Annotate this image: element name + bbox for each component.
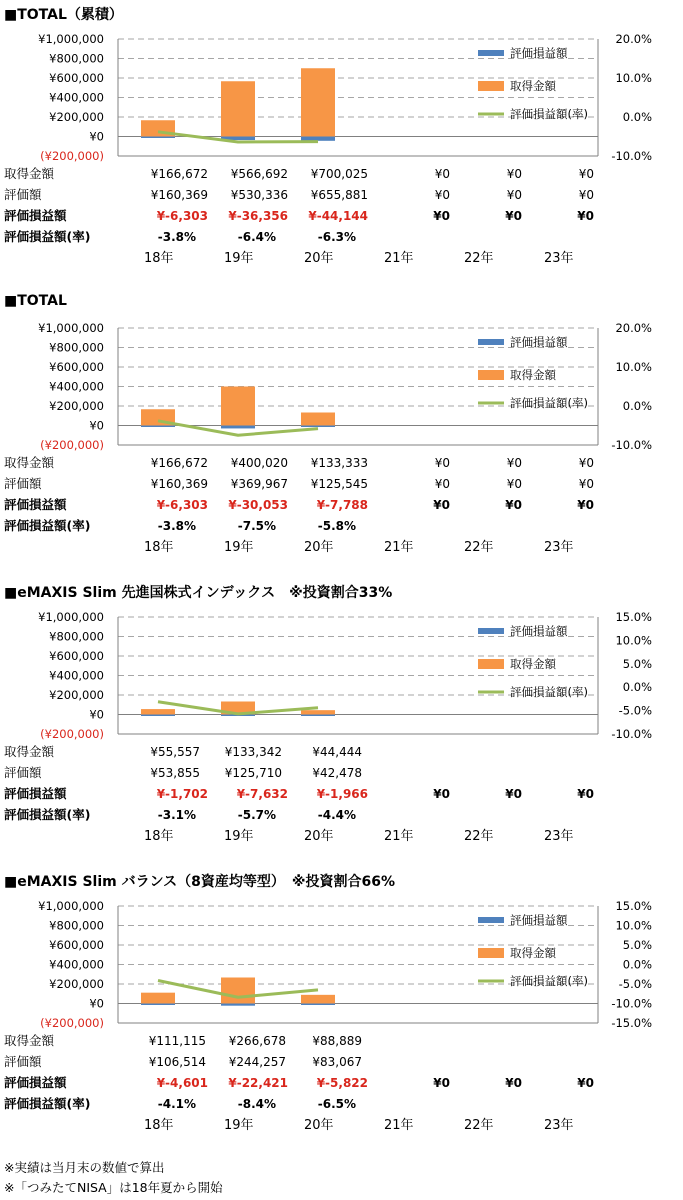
legend-swatch-cost (478, 659, 504, 669)
profit-cell: ¥-7,632 (236, 787, 288, 801)
legend-label-loss: 評価損益額 (510, 624, 568, 638)
section-title: ■eMAXIS Slim 先進国株式インデックス ※投資割合33% (4, 585, 393, 601)
cost-cell: ¥0 (506, 456, 522, 470)
y2-tick-label: 0.0% (622, 399, 652, 413)
value-cell: ¥125,710 (224, 766, 282, 780)
profit-cell: ¥0 (577, 498, 594, 512)
value-cell: ¥655,881 (310, 188, 368, 202)
chart-section-balance (0, 871, 683, 1156)
year-label: 23年 (544, 540, 574, 555)
value-cell: ¥244,257 (228, 1055, 286, 1069)
rate-cell: -8.4% (237, 1097, 276, 1111)
rate-cell: -4.4% (317, 808, 356, 822)
year-label: 23年 (544, 1118, 574, 1133)
year-label: 21年 (384, 540, 414, 555)
row-label-profit: 評価損益額 (4, 1075, 67, 1090)
combo-chart (0, 4, 683, 289)
legend-label-cost: 取得金額 (510, 79, 556, 93)
y2-tick-label: 5.0% (622, 938, 652, 952)
y-tick-label: ¥200,000 (49, 977, 104, 991)
y2-tick-label: 10.0% (615, 71, 652, 85)
y2-tick-label: 10.0% (615, 633, 652, 648)
bar-cost (301, 68, 335, 136)
legend-label-rate: 評価損益額(率) (510, 685, 588, 699)
bar-loss (301, 426, 335, 428)
rate-cell: -7.5% (237, 519, 276, 533)
y-tick-label: ¥800,000 (49, 629, 104, 644)
y-tick-label: ¥600,000 (49, 360, 104, 374)
value-cell: ¥106,514 (148, 1055, 206, 1069)
y-tick-label: ¥800,000 (49, 51, 104, 66)
y2-tick-label: 15.0% (615, 899, 652, 913)
rate-cell: -6.5% (317, 1097, 356, 1111)
y-tick-label: ¥800,000 (49, 340, 104, 355)
bar-loss (141, 1004, 175, 1006)
year-label: 23年 (544, 829, 574, 844)
cost-cell: ¥0 (578, 167, 594, 181)
year-label: 18年 (144, 1118, 174, 1133)
profit-cell: ¥-44,144 (308, 209, 368, 223)
y2-tick-label: -5.0% (618, 977, 652, 991)
profit-cell: ¥0 (505, 1076, 522, 1090)
footnotes (4, 1158, 223, 1198)
legend-swatch-cost (478, 370, 504, 380)
legend-label-loss: 評価損益額 (510, 335, 568, 349)
y2-tick-label: -10.0% (611, 727, 652, 741)
y-tick-label: ¥0 (89, 418, 104, 433)
year-label: 22年 (464, 829, 494, 844)
row-label-rate: 評価損益額(率) (4, 807, 91, 822)
year-label: 22年 (464, 251, 494, 266)
bar-cost (141, 709, 175, 714)
y-tick-label: ¥400,000 (49, 668, 104, 683)
legend-swatch-loss (478, 917, 504, 923)
legend-swatch-loss (478, 50, 504, 56)
y2-tick-label: -10.0% (611, 996, 652, 1011)
value-cell: ¥0 (578, 477, 594, 491)
cost-cell: ¥166,672 (150, 456, 208, 470)
y2-tick-label: -10.0% (611, 438, 652, 452)
value-cell: ¥53,855 (150, 766, 200, 780)
cost-cell: ¥700,025 (310, 167, 368, 181)
profit-cell: ¥-4,601 (156, 1076, 208, 1090)
row-label-value: 評価額 (4, 187, 42, 202)
profit-cell: ¥0 (505, 209, 522, 223)
y-tick-label: (¥200,000) (40, 727, 104, 741)
y2-tick-label: 15.0% (615, 610, 652, 624)
legend-label-rate: 評価損益額(率) (510, 107, 588, 121)
row-label-value: 評価額 (4, 1054, 42, 1069)
y-tick-label: ¥600,000 (49, 938, 104, 952)
y-tick-label: ¥1,000,000 (38, 32, 104, 46)
combo-chart (0, 293, 683, 578)
row-label-value: 評価額 (4, 476, 42, 491)
rate-cell: -5.7% (237, 808, 276, 822)
bar-cost (221, 81, 255, 136)
year-label: 20年 (304, 1118, 334, 1133)
year-label: 18年 (144, 251, 174, 266)
bar-loss (141, 137, 175, 139)
bar-cost (221, 977, 255, 1003)
profit-cell: ¥-30,053 (228, 498, 288, 512)
y-tick-label: ¥800,000 (49, 918, 104, 933)
row-label-value: 評価額 (4, 765, 42, 780)
rate-cell: -6.4% (237, 230, 276, 244)
profit-cell: ¥-1,966 (316, 787, 368, 801)
row-label-profit: 評価損益額 (4, 786, 67, 801)
year-label: 23年 (544, 251, 574, 266)
cost-cell: ¥0 (506, 167, 522, 181)
rate-cell: -4.1% (157, 1097, 196, 1111)
y2-tick-label: 10.0% (615, 360, 652, 374)
y-tick-label: (¥200,000) (40, 1016, 104, 1030)
y2-tick-label: -15.0% (611, 1016, 652, 1030)
profit-cell: ¥-6,303 (156, 209, 208, 223)
cost-cell: ¥55,557 (150, 745, 200, 759)
year-label: 20年 (304, 540, 334, 555)
year-label: 19年 (224, 540, 254, 555)
year-label: 22年 (464, 540, 494, 555)
value-cell: ¥42,478 (312, 766, 362, 780)
value-cell: ¥530,336 (230, 188, 288, 202)
footnote: ※「つみたてNISA」は18年夏から開始 (4, 1180, 223, 1195)
y-tick-label: ¥1,000,000 (38, 610, 104, 624)
profit-cell: ¥-5,822 (316, 1076, 368, 1090)
profit-cell: ¥-6,303 (156, 498, 208, 512)
legend-label-cost: 取得金額 (510, 368, 556, 382)
year-label: 21年 (384, 1118, 414, 1133)
y-tick-label: ¥0 (89, 996, 104, 1011)
value-cell: ¥0 (434, 188, 450, 202)
year-label: 18年 (144, 540, 174, 555)
profit-cell: ¥0 (577, 1076, 594, 1090)
cost-cell: ¥111,115 (148, 1034, 206, 1048)
profit-cell: ¥0 (505, 787, 522, 801)
value-cell: ¥160,369 (150, 188, 208, 202)
y2-tick-label: 0.0% (622, 110, 652, 124)
y-tick-label: ¥0 (89, 707, 104, 722)
rate-cell: -6.3% (317, 230, 356, 244)
rate-cell: -5.8% (317, 519, 356, 533)
bar-cost (141, 993, 175, 1004)
bar-loss (221, 1004, 255, 1006)
cost-cell: ¥44,444 (312, 745, 362, 759)
cost-cell: ¥88,889 (312, 1034, 362, 1048)
y-tick-label: ¥0 (89, 129, 104, 144)
y-tick-label: ¥1,000,000 (38, 899, 104, 913)
value-cell: ¥160,369 (150, 477, 208, 491)
bar-loss (221, 426, 255, 429)
y2-tick-label: 20.0% (615, 321, 652, 335)
y-tick-label: ¥1,000,000 (38, 321, 104, 335)
y-tick-label: ¥400,000 (49, 957, 104, 972)
value-cell: ¥0 (506, 188, 522, 202)
section-title: ■TOTAL (4, 293, 67, 309)
rate-cell: -3.1% (157, 808, 196, 822)
chart-section-total (0, 293, 683, 578)
bar-cost (301, 710, 335, 714)
year-label: 19年 (224, 829, 254, 844)
year-label: 19年 (224, 1118, 254, 1133)
y-tick-label: ¥600,000 (49, 71, 104, 85)
legend-label-cost: 取得金額 (510, 946, 556, 960)
cost-cell: ¥266,678 (228, 1034, 286, 1048)
bar-loss (301, 715, 335, 717)
cost-cell: ¥133,333 (310, 456, 368, 470)
y-tick-label: ¥200,000 (49, 399, 104, 413)
y-tick-label: ¥400,000 (49, 379, 104, 394)
year-label: 19年 (224, 251, 254, 266)
bar-loss (301, 1004, 335, 1006)
profit-cell: ¥0 (433, 209, 450, 223)
bar-cost (301, 413, 335, 426)
row-label-cost: 取得金額 (4, 1033, 55, 1048)
combo-chart (0, 582, 683, 867)
bar-cost (221, 386, 255, 425)
value-cell: ¥369,967 (230, 477, 288, 491)
bar-cost (301, 995, 335, 1004)
row-label-profit: 評価損益額 (4, 497, 67, 512)
legend-swatch-cost (478, 948, 504, 958)
row-label-rate: 評価損益額(率) (4, 1096, 91, 1111)
legend-label-rate: 評価損益額(率) (510, 974, 588, 988)
chart-section-total-cumulative (0, 4, 683, 289)
year-label: 21年 (384, 251, 414, 266)
profit-cell: ¥0 (433, 1076, 450, 1090)
y2-tick-label: 20.0% (615, 32, 652, 46)
legend-label-cost: 取得金額 (510, 657, 556, 671)
y-tick-label: ¥400,000 (49, 90, 104, 105)
cost-cell: ¥0 (578, 456, 594, 470)
bar-loss (141, 715, 175, 717)
y2-tick-label: -5.0% (618, 703, 652, 718)
row-label-rate: 評価損益額(率) (4, 518, 91, 533)
year-label: 22年 (464, 1118, 494, 1133)
profit-cell: ¥-22,421 (228, 1076, 288, 1090)
year-label: 18年 (144, 829, 174, 844)
profit-cell: ¥0 (433, 787, 450, 801)
value-cell: ¥0 (578, 188, 594, 202)
cost-cell: ¥400,020 (230, 456, 288, 470)
y2-tick-label: -10.0% (611, 149, 652, 163)
year-label: 20年 (304, 251, 334, 266)
y2-tick-label: 10.0% (615, 918, 652, 933)
section-title: ■TOTAL（累積） (4, 7, 123, 23)
value-cell: ¥0 (434, 477, 450, 491)
cost-cell: ¥0 (434, 167, 450, 181)
cost-cell: ¥566,692 (230, 167, 288, 181)
footnote: ※実績は当月末の数値で算出 (4, 1160, 165, 1175)
legend-swatch-loss (478, 339, 504, 345)
profit-cell: ¥-7,788 (316, 498, 368, 512)
y-tick-label: ¥600,000 (49, 649, 104, 663)
profit-cell: ¥0 (577, 787, 594, 801)
year-label: 20年 (304, 829, 334, 844)
value-cell: ¥0 (506, 477, 522, 491)
y-tick-label: (¥200,000) (40, 149, 104, 163)
cost-cell: ¥133,342 (224, 745, 282, 759)
row-label-cost: 取得金額 (4, 455, 55, 470)
profit-cell: ¥0 (505, 498, 522, 512)
bar-loss (141, 426, 175, 428)
legend-label-loss: 評価損益額 (510, 913, 568, 927)
profit-cell: ¥-36,356 (228, 209, 288, 223)
profit-cell: ¥-1,702 (156, 787, 208, 801)
y-tick-label: (¥200,000) (40, 438, 104, 452)
year-label: 21年 (384, 829, 414, 844)
profit-cell: ¥0 (433, 498, 450, 512)
legend-swatch-loss (478, 628, 504, 634)
row-label-profit: 評価損益額 (4, 208, 67, 223)
y2-tick-label: 0.0% (622, 680, 652, 695)
value-cell: ¥83,067 (312, 1055, 362, 1069)
chart-section-developed-stock (0, 582, 683, 867)
legend-label-loss: 評価損益額 (510, 46, 568, 60)
rate-cell: -3.8% (157, 519, 196, 533)
legend-label-rate: 評価損益額(率) (510, 396, 588, 410)
y-tick-label: ¥200,000 (49, 110, 104, 124)
y2-tick-label: 0.0% (622, 957, 652, 972)
value-cell: ¥125,545 (310, 477, 368, 491)
row-label-cost: 取得金額 (4, 166, 55, 181)
cost-cell: ¥0 (434, 456, 450, 470)
profit-cell: ¥0 (577, 209, 594, 223)
rate-cell: -3.8% (157, 230, 196, 244)
legend-swatch-cost (478, 81, 504, 91)
cost-cell: ¥166,672 (150, 167, 208, 181)
row-label-cost: 取得金額 (4, 744, 55, 759)
section-title: ■eMAXIS Slim バランス（8資産均等型） ※投資割合66% (4, 874, 396, 890)
y2-tick-label: 5.0% (622, 656, 652, 671)
y-tick-label: ¥200,000 (49, 688, 104, 702)
row-label-rate: 評価損益額(率) (4, 229, 91, 244)
combo-chart (0, 871, 683, 1156)
